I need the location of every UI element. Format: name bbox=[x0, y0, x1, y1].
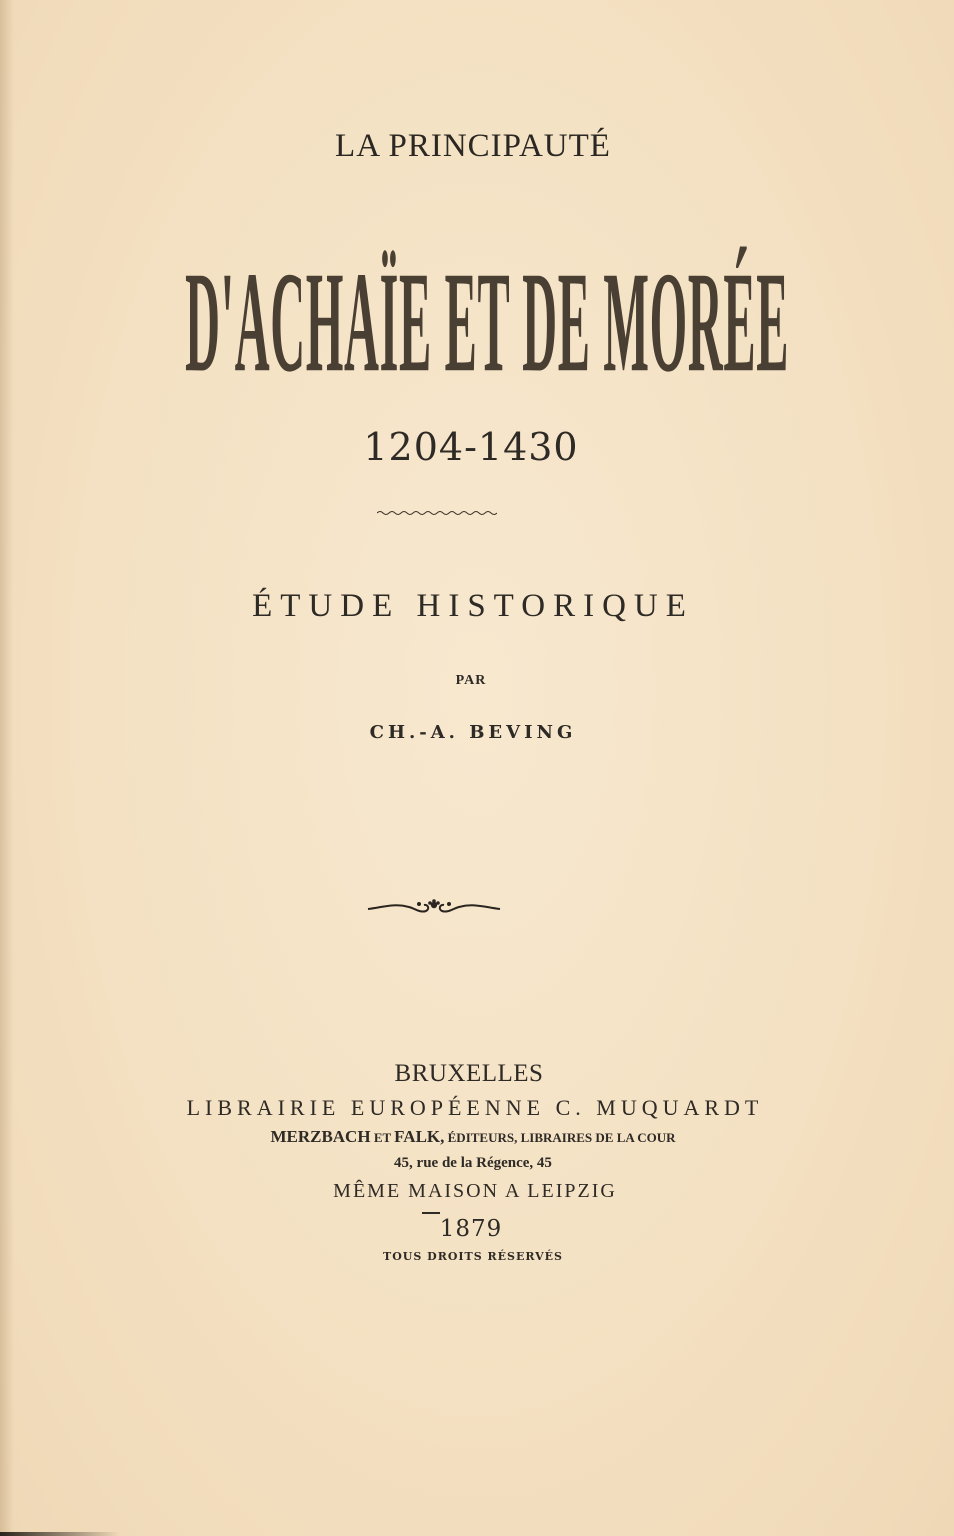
imprint-publisher: LIBRAIRIE EUROPÉENNE C. MUQUARDT bbox=[186, 1095, 764, 1120]
dates: 1204-1430 bbox=[363, 425, 579, 469]
pretitle: LA PRINCIPAUTÉ bbox=[335, 128, 611, 164]
imprint-year: 1879 bbox=[439, 1216, 503, 1242]
editor-falk: FALK, bbox=[394, 1127, 445, 1146]
imprint-branch: MÊME MAISON A LEIPZIG bbox=[333, 1180, 617, 1202]
imprint-address: 45, rue de la Régence, 45 bbox=[394, 1155, 552, 1171]
author: CH.-A. BEVING bbox=[369, 722, 577, 743]
wavy-rule-icon bbox=[377, 508, 497, 518]
short-rule bbox=[422, 1212, 440, 1214]
main-title bbox=[0, 240, 954, 402]
editor-role: ÉDITEURS, LIBRAIRES DE LA COUR bbox=[444, 1130, 676, 1145]
imprint-city: BRUXELLES bbox=[394, 1060, 544, 1087]
subtitle: ÉTUDE HISTORIQUE bbox=[252, 588, 694, 624]
editor-conjunction: ET bbox=[370, 1130, 395, 1145]
imprint-editors bbox=[0, 1127, 950, 1147]
main-title-text: D'ACHAÏE ET DE MORÉE bbox=[185, 240, 790, 402]
by-label: PAR bbox=[455, 673, 487, 688]
editor-merzbach: MERZBACH bbox=[270, 1127, 371, 1146]
fleuron-ornament-icon bbox=[364, 893, 504, 921]
rights-notice: TOUS DROITS RÉSERVÉS bbox=[383, 1250, 563, 1263]
